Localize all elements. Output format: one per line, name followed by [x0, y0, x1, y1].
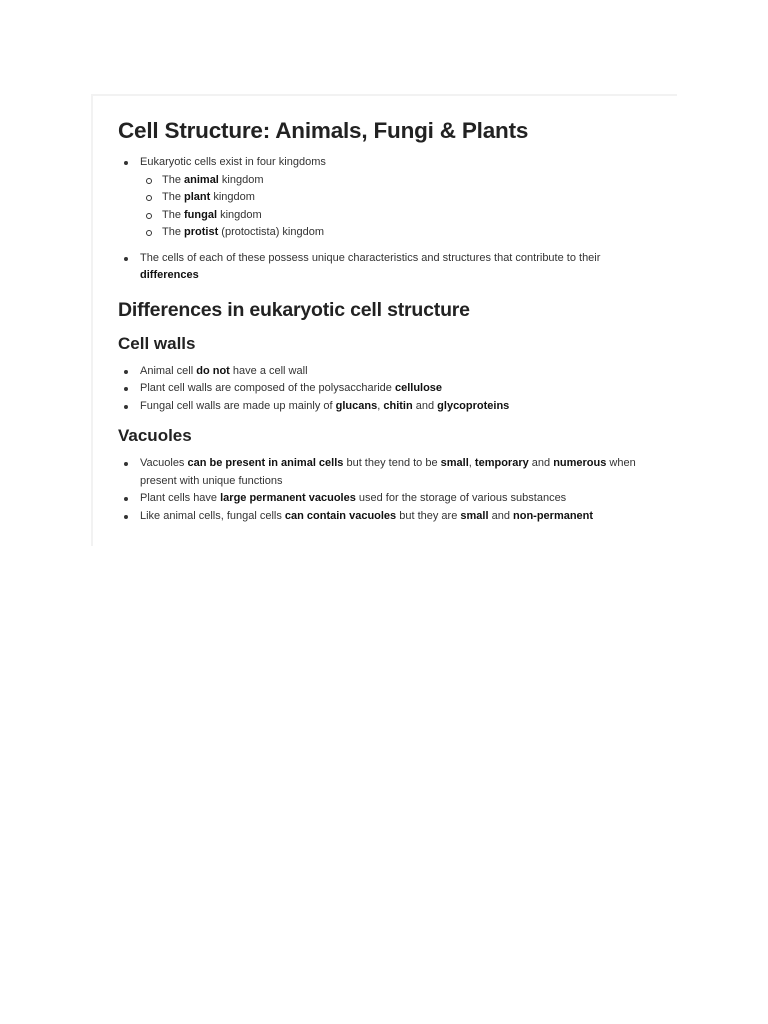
- kingdom-item-fungal: The fungal kingdom: [140, 207, 668, 225]
- notes-content: [118, 116, 668, 525]
- list-item: Eukaryotic cells exist in four kingdoms The animal kingdom The plant kingdom The fungal kingdom The protist (protoctista) kingdom: [118, 154, 668, 242]
- kingdom-item-plant: The plant kingdom: [140, 189, 668, 207]
- kingdom-list: [140, 172, 668, 242]
- vacuoles-list: [118, 455, 668, 525]
- list-item: The cells of each of these possess unique characteristics and structures that contribute to their differences: [118, 250, 668, 285]
- list-item: Plant cell walls are composed of the polysaccharide cellulose: [118, 380, 668, 398]
- list-item: Animal cell do not have a cell wall: [118, 363, 668, 381]
- cell-walls-heading: Cell walls: [118, 333, 196, 353]
- list-item: Plant cells have large permanent vacuoles used for the storage of various substances: [118, 490, 668, 508]
- kingdom-item-protist: The protist (protoctista) kingdom: [140, 224, 668, 242]
- list-item: Vacuoles can be present in animal cells but they tend to be small, temporary and numerous when present with unique functions: [118, 455, 668, 490]
- vacuoles-heading: Vacuoles: [118, 426, 192, 445]
- differences-heading: Differences in eukaryotic cell structure: [118, 298, 470, 321]
- cell-walls-list: [118, 363, 668, 416]
- notes-card: [91, 94, 677, 546]
- page-title: Cell Structure: Animals, Fungi & Plants: [118, 118, 529, 143]
- list-item: Like animal cells, fungal cells can contain vacuoles but they are small and non-permanent: [118, 508, 668, 526]
- kingdom-item-animal: The animal kingdom: [140, 172, 668, 190]
- list-item: Fungal cell walls are made up mainly of glucans, chitin and glycoproteins: [118, 398, 668, 416]
- intro-list: [118, 154, 668, 285]
